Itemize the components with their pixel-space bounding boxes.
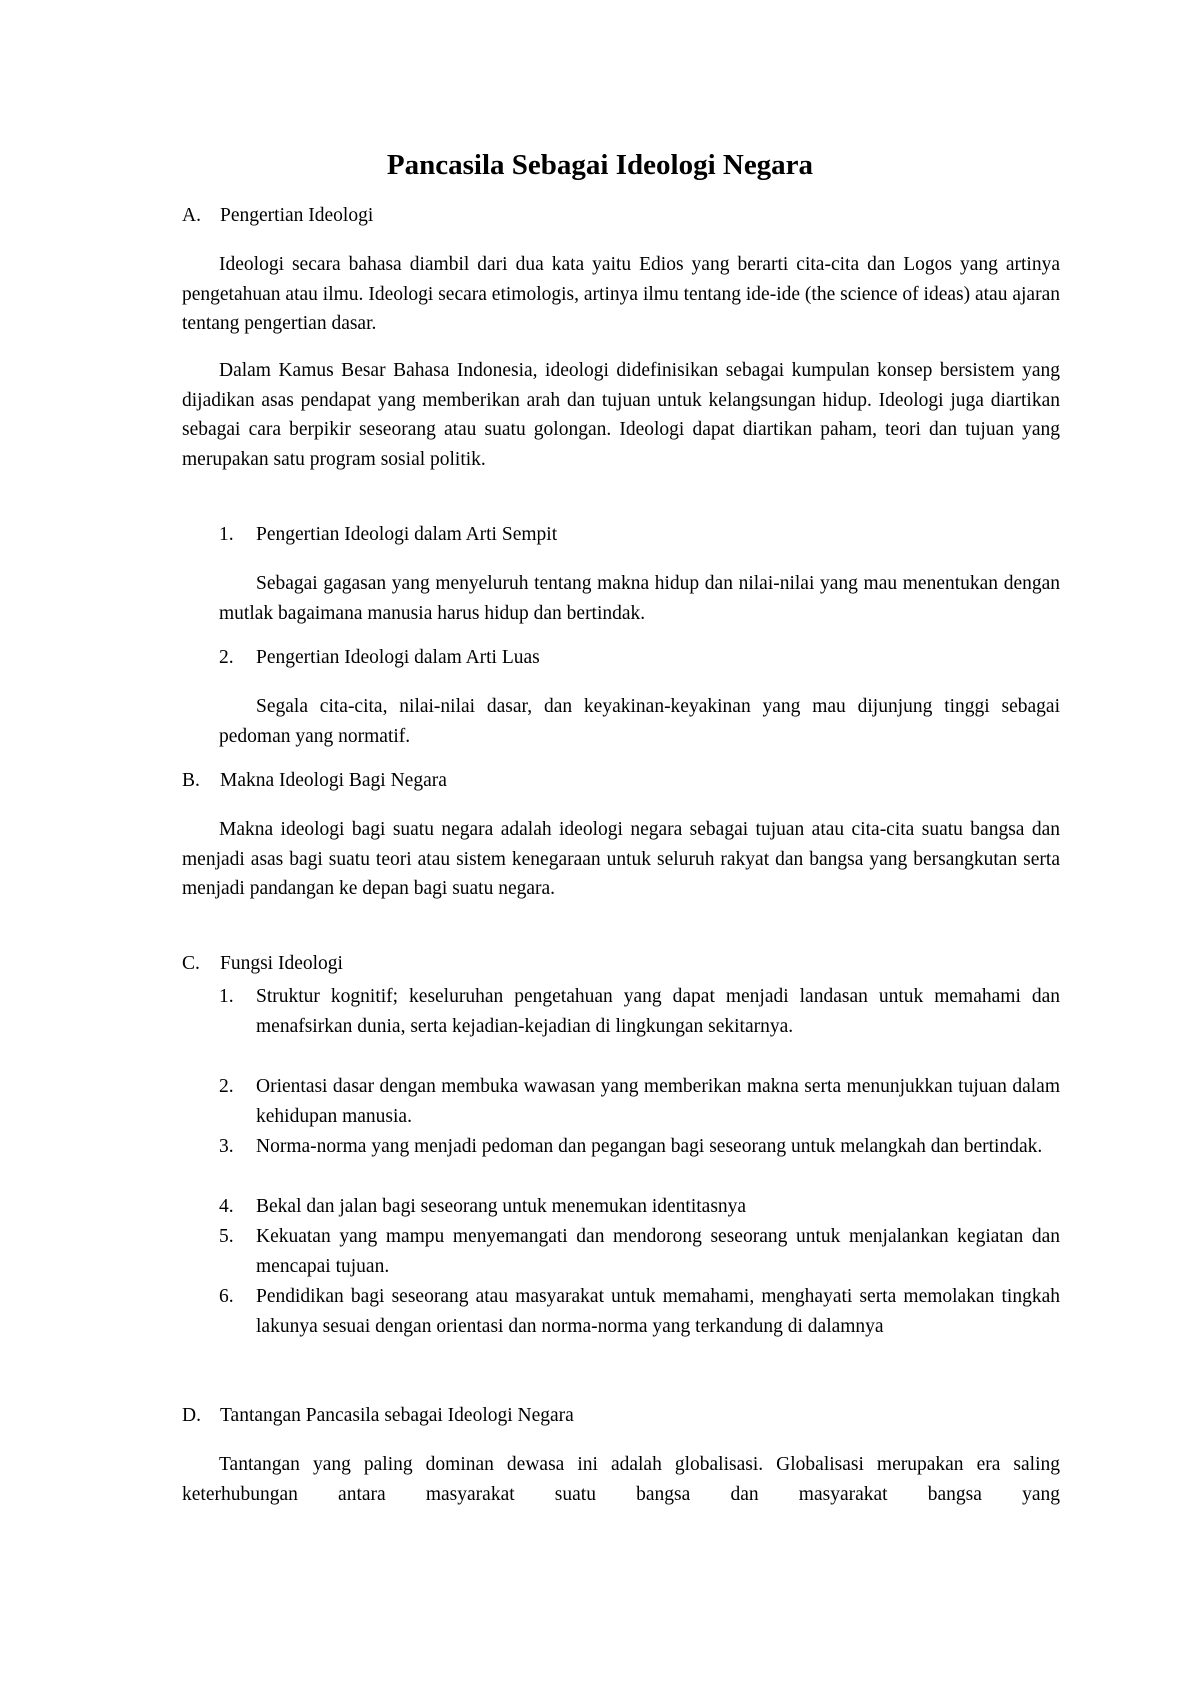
function-item-1 xyxy=(219,982,1060,1042)
function-item-1-number: 1. xyxy=(219,986,234,1007)
function-item-2-text: Orientasi dasar dengan membuka wawasan yang memberikan makna serta menunjukkan tujuan dalam kehidupan manusia. xyxy=(256,1076,1060,1127)
function-item-3 xyxy=(219,1132,1060,1162)
section-c-marker: C. xyxy=(182,953,200,974)
function-item-2 xyxy=(219,1072,1060,1132)
subsection-1-title: Pengertian Ideologi dalam Arti Sempit xyxy=(256,524,558,545)
section-a-marker: A. xyxy=(182,205,201,226)
section-a-paragraph-1: Ideologi secara bahasa diambil dari dua kata yaitu Edios yang berarti cita-cita dan Logos yang artinya pengetahuan atau ilmu. Ideologi secara etimologis, artinya ilmu tentang ide-ide (the science of ideas) atau ajaran tentang pengertian dasar. xyxy=(182,254,1060,335)
function-item-4-text: Bekal dan jalan bagi seseorang untuk menemukan identitasnya xyxy=(256,1196,747,1217)
subsection-1-paragraph: Sebagai gagasan yang menyeluruh tentang makna hidup dan nilai-nilai yang mau menentukan dengan mutlak bagaimana manusia harus hidup dan bertindak. xyxy=(219,573,1060,624)
section-b-marker: B. xyxy=(182,770,200,791)
function-item-2-number: 2. xyxy=(219,1076,234,1097)
subsection-2-title: Pengertian Ideologi dalam Arti Luas xyxy=(256,647,540,668)
section-d-title: Tantangan Pancasila sebagai Ideologi Negara xyxy=(220,1405,574,1426)
document-title: Pancasila Sebagai Ideologi Negara xyxy=(386,149,814,181)
section-b-paragraph: Makna ideologi bagi suatu negara adalah ideologi negara sebagai tujuan atau cita-cita suatu bangsa dan menjadi asas bagi suatu teori atau sistem kenegaraan untuk seluruh rakyat dan bangsa yang bersangkutan serta menjadi pandangan ke depan bagi suatu negara. xyxy=(182,819,1060,900)
function-item-1-text: Struktur kognitif; keseluruhan pengetahuan yang dapat menjadi landasan untuk memahami dan menafsirkan dunia, serta kejadian-kejadian di lingkungan sekitarnya. xyxy=(256,986,1060,1037)
section-a-paragraph-2: Dalam Kamus Besar Bahasa Indonesia, ideologi didefinisikan sebagai kumpulan konsep bersistem yang dijadikan asas pendapat yang memberikan arah dan tujuan untuk kelangsungan hidup. Ideologi juga diartikan sebagai cara berpikir seseorang atau suatu golongan. Ideologi dapat diartikan paham, teori dan tujuan yang merupakan satu program sosial politik. xyxy=(182,360,1060,470)
section-a-title: Pengertian Ideologi xyxy=(220,205,374,226)
function-item-4 xyxy=(219,1192,1060,1222)
function-item-5-number: 5. xyxy=(219,1226,234,1247)
subsection-1-marker: 1. xyxy=(219,524,234,545)
subsection-2-marker: 2. xyxy=(219,647,234,668)
function-item-3-number: 3. xyxy=(219,1136,234,1157)
function-item-6-number: 6. xyxy=(219,1286,234,1307)
function-item-4-number: 4. xyxy=(219,1196,234,1217)
function-item-6 xyxy=(219,1282,1060,1342)
section-c-title: Fungsi Ideologi xyxy=(220,953,343,974)
section-d-marker: D. xyxy=(182,1405,201,1426)
function-item-6-text: Pendidikan bagi seseorang atau masyarakat untuk memahami, menghayati serta memolakan tingkah lakunya sesuai dengan orientasi dan norma-norma yang terkandung di dalamnya xyxy=(256,1286,1060,1337)
section-b-title: Makna Ideologi Bagi Negara xyxy=(220,770,447,791)
section-d-paragraph: Tantangan yang paling dominan dewasa ini adalah globalisasi. Globalisasi merupakan era saling keterhubungan antara masyarakat suatu bangsa dan masyarakat bangsa yang xyxy=(182,1454,1060,1505)
subsection-2-paragraph: Segala cita-cita, nilai-nilai dasar, dan keyakinan-keyakinan yang mau dijunjung tinggi sebagai pedoman yang normatif. xyxy=(219,696,1060,747)
function-item-5 xyxy=(219,1222,1060,1282)
function-item-3-text: Norma-norma yang menjadi pedoman dan pegangan bagi seseorang untuk melangkah dan bertindak. xyxy=(256,1136,1043,1157)
function-item-5-text: Kekuatan yang mampu menyemangati dan mendorong seseorang untuk menjalankan kegiatan dan mencapai tujuan. xyxy=(256,1226,1060,1277)
